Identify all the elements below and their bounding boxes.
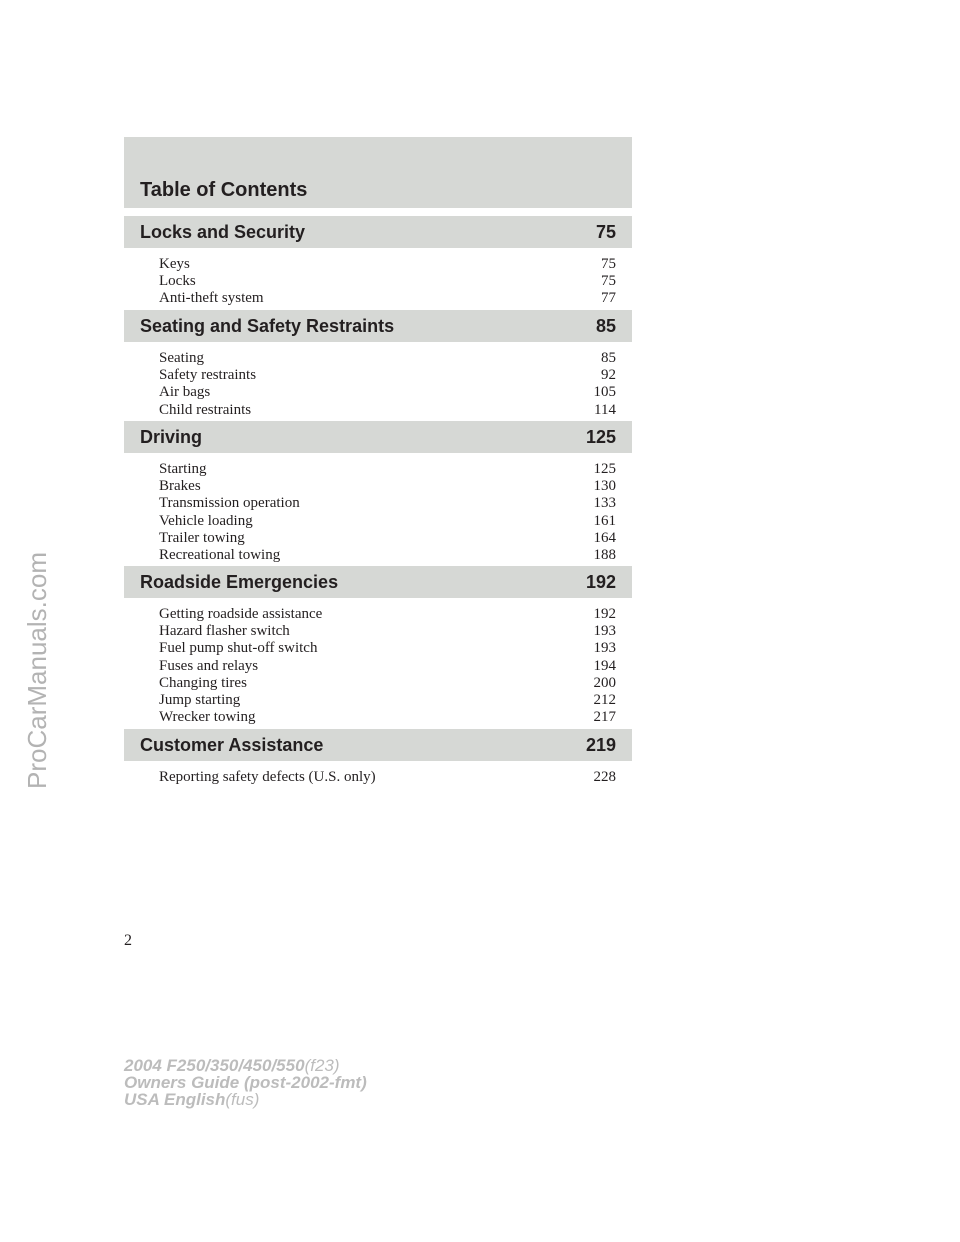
entry-page: 85: [601, 350, 616, 366]
entry-label: Child restraints: [159, 401, 252, 418]
toc-section-locks-and-security: [124, 216, 632, 308]
section-page: 192: [585, 571, 616, 592]
entry-page: 192: [593, 606, 616, 622]
section-title: Driving: [140, 426, 203, 447]
toc-entry[interactable]: [124, 547, 632, 564]
section-page: 75: [595, 221, 616, 242]
entry-page: 193: [593, 640, 616, 657]
toc-entry[interactable]: [124, 478, 632, 495]
entry-label: Transmission operation: [159, 495, 300, 512]
entry-page: 161: [593, 512, 616, 529]
entry-label: Getting roadside assistance: [159, 606, 323, 622]
entry-page: 105: [593, 384, 616, 401]
entry-page: 228: [593, 769, 616, 785]
toc-entry[interactable]: [124, 256, 632, 273]
footer-model-code: (f23): [304, 1056, 340, 1075]
section-page: 85: [595, 315, 616, 336]
toc-section-seating-and-safety-restraints: [124, 310, 632, 419]
entry-page: 75: [601, 273, 616, 290]
page-title: Table of Contents: [140, 179, 308, 201]
toc-section-customer-assistance: [124, 729, 632, 786]
toc-entry[interactable]: [124, 273, 632, 290]
toc-entry[interactable]: [124, 495, 632, 512]
watermark: [12, 480, 62, 860]
toc-entry[interactable]: [124, 461, 632, 478]
entry-page: 114: [594, 401, 616, 418]
footer: [124, 1057, 367, 1108]
entry-page: 217: [593, 709, 616, 726]
entry-label: Hazard flasher switch: [159, 623, 290, 640]
section-header[interactable]: [124, 216, 632, 248]
entry-label: Trailer towing: [159, 529, 245, 546]
entry-label: Seating: [159, 350, 204, 366]
entry-label: Vehicle loading: [159, 512, 253, 529]
entry-label: Air bags: [159, 384, 211, 401]
entry-label: Anti-theft system: [159, 290, 264, 307]
entry-page: 212: [593, 691, 616, 708]
entry-page: 130: [593, 478, 616, 495]
watermark-text: ProCarManuals.com: [21, 551, 52, 789]
section-header[interactable]: [124, 566, 632, 598]
entry-page: 125: [593, 461, 616, 477]
entry-page: 194: [593, 657, 616, 674]
footer-model: 2004 F250/350/450/550: [124, 1056, 305, 1075]
section-page: 125: [585, 426, 616, 447]
entry-label: Locks: [159, 273, 196, 290]
entry-page: 75: [601, 256, 616, 272]
toc-entry[interactable]: [124, 658, 632, 675]
toc-entry[interactable]: [124, 367, 632, 384]
entry-page: 164: [593, 529, 616, 546]
footer-language: USA English: [124, 1090, 226, 1109]
toc-section-roadside-emergencies: [124, 566, 632, 726]
entry-label: Fuses and relays: [159, 657, 259, 674]
footer-guide: Owners Guide (post-2002-fmt): [124, 1073, 367, 1092]
entry-label: Recreational towing: [159, 546, 281, 563]
section-title: Locks and Security: [140, 221, 306, 242]
toc-entry[interactable]: [124, 623, 632, 640]
toc-entry[interactable]: [124, 709, 632, 726]
toc-entry[interactable]: [124, 606, 632, 623]
entry-label: Reporting safety defects (U.S. only): [159, 769, 376, 785]
toc-section-driving: [124, 421, 632, 564]
toc-entry[interactable]: [124, 350, 632, 367]
section-title: Roadside Emergencies: [140, 571, 339, 592]
entry-label: Changing tires: [159, 674, 247, 691]
entry-page: 188: [593, 546, 616, 563]
toc-entry[interactable]: [124, 640, 632, 657]
entry-label: Keys: [159, 256, 190, 272]
toc-entry[interactable]: [124, 769, 632, 786]
entry-page: 200: [593, 674, 616, 691]
section-header[interactable]: [124, 729, 632, 761]
entry-label: Fuel pump shut-off switch: [159, 640, 318, 657]
toc-entry[interactable]: [124, 530, 632, 547]
toc-entry[interactable]: [124, 692, 632, 709]
page-number: 2: [124, 932, 132, 949]
section-title: Customer Assistance: [140, 734, 324, 755]
toc-entry[interactable]: [124, 384, 632, 401]
section-page: 219: [585, 734, 616, 755]
toc-entry[interactable]: [124, 675, 632, 692]
section-header[interactable]: [124, 421, 632, 453]
entry-page: 193: [593, 623, 616, 640]
entry-label: Brakes: [159, 478, 201, 495]
toc-entry[interactable]: [124, 290, 632, 307]
entry-label: Safety restraints: [159, 367, 257, 384]
entry-page: 77: [601, 290, 616, 307]
section-header[interactable]: [124, 310, 632, 342]
toc-entry[interactable]: [124, 402, 632, 419]
footer-language-code: (fus): [225, 1090, 260, 1109]
entry-page: 133: [593, 495, 616, 512]
section-title: Seating and Safety Restraints: [140, 315, 395, 336]
entry-label: Jump starting: [159, 691, 241, 708]
entry-label: Wrecker towing: [159, 709, 256, 726]
entry-page: 92: [601, 367, 616, 384]
toc-entry[interactable]: [124, 513, 632, 530]
entry-label: Starting: [159, 461, 207, 477]
toc-header: [124, 137, 632, 208]
